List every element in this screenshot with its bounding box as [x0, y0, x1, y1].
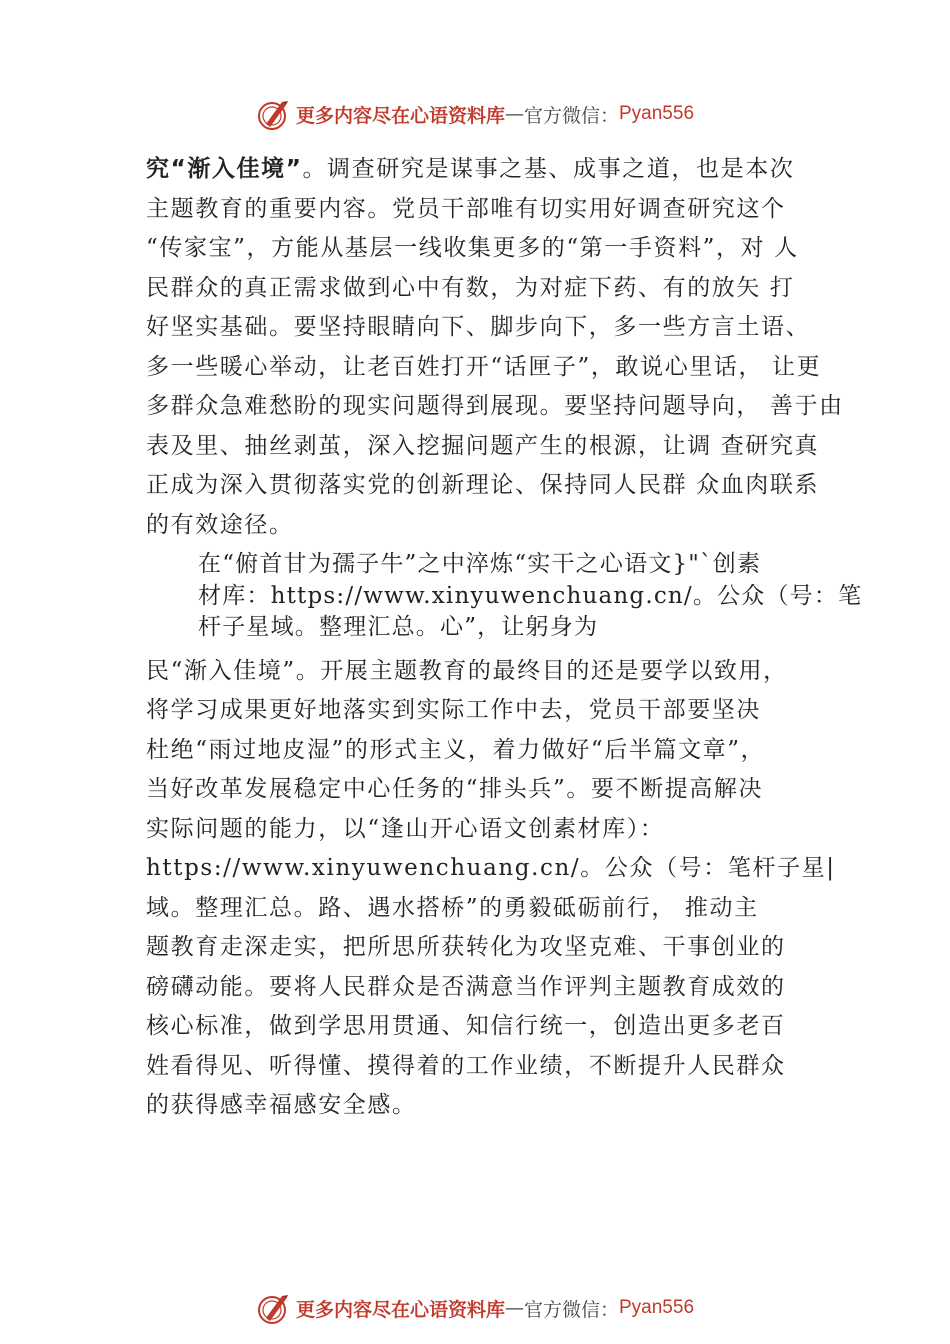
para1-line: 正成为深入贯彻落实党的创新理论、保持同人民群 众血肉联系 [146, 472, 820, 498]
indented-quote-block [198, 549, 863, 644]
para1-line: 好坚实基础。要坚持眼睛向下、脚步向下，多一些方言土语、 [146, 314, 811, 340]
header-dash: — [504, 103, 524, 125]
pen-logo-icon [256, 1290, 292, 1326]
para1-line: “传家宝”，方能从基层一线收集更多的“第一手资料”，对 人 [146, 235, 799, 261]
indented-line: 杆子星域。整理汇总。心”，让躬身为 [198, 614, 599, 640]
para1-line: 的有效途径。 [146, 511, 294, 538]
para2-line: 的获得感幸福感安全感。 [146, 1092, 417, 1118]
first-line-bold: 究“渐入佳境” [146, 156, 303, 182]
para1-line: 多群众急难愁盼的现实问题得到展现。要坚持问题导向， 善于由 [146, 393, 844, 419]
para1-line: 表及里、抽丝剥茧，深入挖掘问题产生的根源，让调 查研究真 [146, 432, 820, 459]
para1-line: 主题教育的重要内容。党员干部唯有切实用好调查研究这个 [146, 195, 786, 222]
header-wechat-label: 官方微信： [523, 104, 619, 127]
para2-line: 实际问题的能力，以“逢山开心语文创素材库）： [146, 815, 665, 842]
para2-line: 民“渐入佳境”。开展主题教育的最终目的还是要学以致用， [146, 657, 788, 684]
footer-banner [0, 1290, 950, 1326]
footer-dash: — [504, 1297, 524, 1319]
para2-line: 题教育走深走实，把所思所获转化为攻坚克难、干事创业的 [146, 934, 786, 960]
header-banner [0, 96, 950, 132]
first-line-rest: 。调查研究是谋事之基、成事之道，也是本次 [302, 156, 795, 182]
footer-wechat-label: 官方微信： [523, 1298, 619, 1321]
indented-line: 在“俯首甘为孺子牛”之中淬炼“实干之心语文}"`创素 [198, 551, 762, 577]
para2-line: 磅礴动能。要将人民群众是否满意当作评判主题教育成效的 [146, 973, 786, 1000]
document-body [146, 150, 863, 1126]
para2-line: 当好改革发展稳定中心任务的“排头兵”。要不断提高解决 [146, 776, 764, 802]
para2-line: 姓看得见、听得懂、摸得着的工作业绩，不断提升人民群众 [146, 1052, 786, 1079]
header-title: 更多内容尽在心语资料库 [295, 104, 505, 127]
para2-line: 核心标准，做到学思用贯通、知信行统一，创造出更多老百 [146, 1013, 786, 1039]
footer-wechat-id: Pyan556 [619, 1297, 695, 1318]
pen-logo-icon [256, 96, 292, 132]
para1-line: 民群众的真正需求做到心中有数，为对症下药、有的放矢 打 [146, 274, 795, 301]
indented-line: 材库：https://www.xinyuwenchuang.cn/。公众（号：笔 [198, 582, 863, 609]
para2-line: 将学习成果更好地落实到实际工作中去，党员干部要坚决 [146, 697, 761, 723]
header-wechat-id: Pyan556 [619, 103, 695, 124]
first-line [146, 150, 836, 190]
footer-title: 更多内容尽在心语资料库 [295, 1298, 505, 1321]
para2-line: 杜绝“雨过地皮湿”的形式主义，着力做好“后半篇文章”， [146, 736, 766, 763]
para2-line: https://www.xinyuwenchuang.cn/。公众（号：笔杆子星| [146, 855, 836, 881]
para1-line: 多一些暖心举动，让老百姓打开“话匣子”，敢说心里话， 让更 [146, 353, 822, 380]
para2-line: 域。整理汇总。路、遇水搭桥”的勇毅砥砺前行， 推动主 [146, 894, 759, 921]
